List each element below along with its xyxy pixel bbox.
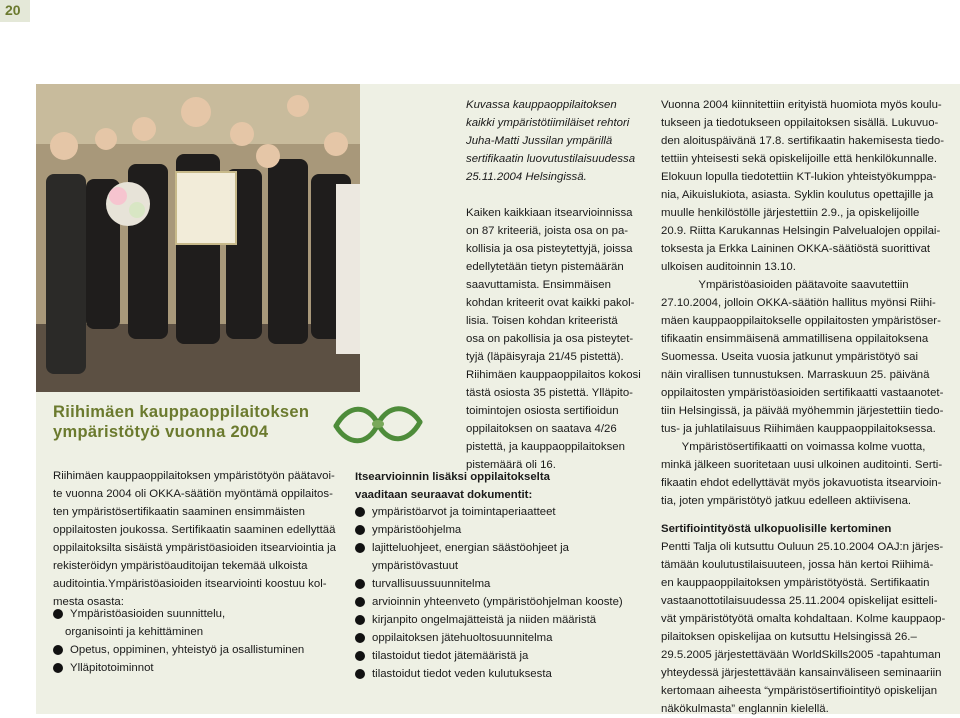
intro-paragraph bbox=[53, 467, 343, 611]
text-line: pistemäärä oli 16. bbox=[466, 459, 556, 471]
caption-line: 25.11.2004 Helsingissä. bbox=[466, 171, 587, 183]
environment-logo bbox=[330, 396, 426, 452]
text-line: ulkoisen auditoinnin 13.10. bbox=[661, 261, 796, 273]
bullet-icon bbox=[355, 669, 365, 679]
title-line-1: Riihimäen kauppaoppilaitoksen bbox=[53, 403, 310, 421]
text-line: Kaiken kaikkiaan itsearvioinnissa bbox=[466, 207, 633, 219]
text-line: mäen kauppaoppilaitokselle oppilaitosten ympäristöser- bbox=[661, 315, 941, 327]
list-item-text: ympäristöohjelma bbox=[372, 524, 462, 536]
group-photo-illustration bbox=[36, 84, 360, 392]
list-item-text: arvioinnin yhteenveto (ympäristöohjelman kooste) bbox=[372, 596, 623, 608]
bullet-icon bbox=[355, 597, 365, 607]
documents-list bbox=[355, 503, 623, 683]
text-line: 20.9. Riitta Karukannas Helsingin Palvelualojen oppilai- bbox=[661, 225, 941, 237]
text-line: tästä osiosta 35 pistettä. Ylläpito- bbox=[466, 387, 633, 399]
list-item-text: ympäristöarvot ja toimintaperiaatteet bbox=[372, 506, 556, 518]
text-line: pistettä, ja kauppaoppilaitoksen bbox=[466, 441, 625, 453]
text-line: näkökulmasta” englannin kielellä. bbox=[661, 703, 829, 715]
section-heading: Sertifiointityöstä ulkopuolisille kertominen bbox=[661, 523, 892, 535]
list-item-text: lajitteluohjeet, energian säästöohjeet ja bbox=[372, 542, 569, 554]
text-line: kohdan kriteerit ovat kaikki pakol- bbox=[466, 297, 635, 309]
text-line: tiin Helsingissä, ja päivää myöhemmin järjestettiin tiedo- bbox=[661, 405, 944, 417]
list-item-continuation: organisointi ja kehittäminen bbox=[65, 626, 204, 638]
text-line: tus- ja juhlatilaisuus Riihimäen kauppaoppilaitoksessa. bbox=[661, 423, 936, 435]
text-line: lisia. Toisen kohdan kriteeristä bbox=[466, 315, 618, 327]
text-line: kollisia ja osa pisteytettyjä, joissa bbox=[466, 243, 633, 255]
article-title bbox=[53, 402, 353, 442]
right-column bbox=[661, 96, 946, 718]
list-item bbox=[355, 539, 623, 557]
bullet-icon bbox=[355, 633, 365, 643]
text-line: ten ympäristösertifikaatin saaminen ensimmäisten bbox=[53, 506, 305, 518]
text-line: tia, joten ympäristötyö jatkuu edelleen aktiivisena. bbox=[661, 495, 912, 507]
caption-line: sertifikaatin luovutustilaisuudessa bbox=[466, 153, 636, 165]
photo-caption bbox=[466, 96, 646, 186]
text-line: Riihimäen kauppaoppilaitos kokosi bbox=[466, 369, 641, 381]
title-line-2: ympäristötyö vuonna 2004 bbox=[53, 423, 269, 441]
list-item bbox=[355, 503, 623, 521]
caption-line: kaikki ympäristötiimiläiset rehtori bbox=[466, 117, 630, 129]
bullet-icon bbox=[355, 615, 365, 625]
heading-line: vaaditaan seuraavat dokumentit: bbox=[355, 489, 533, 501]
text-line: Ympäristöasioiden päätavoite saavutettiin bbox=[698, 279, 909, 291]
list-item bbox=[355, 575, 623, 593]
text-line: edellytetään tietyn pistemäärän bbox=[466, 261, 624, 273]
list-item-text: tilastoidut tiedot jätemääristä ja bbox=[372, 650, 529, 662]
bullet-icon bbox=[53, 609, 63, 619]
text-line: Riihimäen kauppaoppilaitoksen ympäristötyön päätavoi- bbox=[53, 470, 335, 482]
bullet-icon bbox=[53, 645, 63, 655]
text-line: vastaanottotilaisuudessa 25.11.2004 opiskelijat esitteli- bbox=[661, 595, 938, 607]
list-item-text: Ympäristöasioiden suunnittelu, bbox=[70, 608, 226, 620]
heading-line: Itsearvioinnin lisäksi oppilaitokselta bbox=[355, 471, 550, 483]
list-item bbox=[53, 605, 304, 623]
text-line: Elokuun lopulla tiedotettiin KT-lukion yhteistyökumppa- bbox=[661, 171, 937, 183]
list-item bbox=[355, 521, 623, 539]
text-line: en kauppaoppilaitoksen ympäristötyöstä. Sertifikaatin bbox=[661, 577, 930, 589]
list-item-text: oppilaitoksen jätehuoltosuunnitelma bbox=[372, 632, 553, 644]
text-line: Suomessa. Useita vuosia jatkunut ympäristötyö sai bbox=[661, 351, 919, 363]
assessment-parts-list bbox=[53, 605, 304, 677]
text-line: saavuttamista. Ensimmäisen bbox=[466, 279, 611, 291]
group-photo bbox=[36, 84, 360, 392]
list-item-text: Opetus, oppiminen, yhteistyö ja osallistuminen bbox=[70, 644, 305, 656]
list-item bbox=[355, 629, 623, 647]
list-item bbox=[355, 611, 623, 629]
text-line: tettiin yhteisesti sekä opiskelijoille että henkilökunnalle. bbox=[661, 153, 938, 165]
text-line: Pentti Talja oli kutsuttu Ouluun 25.10.2004 OAJ:n järjes- bbox=[661, 541, 944, 553]
list-item-text: turvallisuussuunnitelma bbox=[372, 578, 491, 590]
list-item bbox=[355, 665, 623, 683]
list-item bbox=[355, 647, 623, 665]
caption-line: Juha-Matti Jussilan ympärillä bbox=[466, 135, 613, 147]
text-line: fikaatin ehdot edellyttävät myös jokavuotista itsearvioin- bbox=[661, 477, 942, 489]
list-item-text: kirjanpito ongelmajätteistä ja niiden määristä bbox=[372, 614, 597, 626]
text-line: den aloituspäivänä 17.8. sertifikaatin hakemisesta tiedo- bbox=[661, 135, 945, 147]
text-line: vät ympäristötyötä omalta kohdaltaan. Kolme kauppaop- bbox=[661, 613, 946, 625]
text-line: pilaitoksen opiskelijaa on kutsuttu Helsingissä 26.– bbox=[661, 631, 917, 643]
text-line: oppilaitoksilta sisäistä ympäristöasioiden itsearviointia ja bbox=[53, 542, 337, 554]
text-line: mesta osasta: bbox=[53, 596, 124, 608]
bullet-icon bbox=[355, 507, 365, 517]
text-line: osa on pakollisia ja osa pisteytet- bbox=[466, 333, 634, 345]
list-item bbox=[53, 659, 304, 677]
bullet-icon bbox=[53, 663, 63, 673]
text-line: tukseen ja tiedotukseen oppilaitoksen sisällä. Lukuvuo- bbox=[661, 117, 939, 129]
bullet-icon bbox=[355, 651, 365, 661]
text-line: kertomaan aiheesta “ympäristösertifiointityö opiskelijan bbox=[661, 685, 938, 697]
text-line: tyjä (läpäisyraja 21/45 pistettä). bbox=[466, 351, 624, 363]
bullet-icon bbox=[355, 543, 365, 553]
documents-heading bbox=[355, 468, 550, 504]
text-line: oppilaitosten joukossa. Sertifikaatin saaminen edellyttää bbox=[53, 524, 336, 536]
text-line: toksesta ja Erkka Laininen OKKA-säätiöstä suorittivat bbox=[661, 243, 931, 255]
text-line: 27.10.2004, jolloin OKKA-säätiön hallitus myönsi Riihi- bbox=[661, 297, 936, 309]
text-line: näin virallisen tunnustuksen. Marraskuun 25. päivänä bbox=[661, 369, 930, 381]
text-line: Vuonna 2004 kiinnitettiin erityistä huomiota myös koulu- bbox=[661, 99, 942, 111]
bullet-icon bbox=[355, 525, 365, 535]
text-line: te vuonna 2004 oli OKKA-säätiön myöntämä oppilaitos- bbox=[53, 488, 333, 500]
text-line: muulle henkilöstölle järjestettiin 2.9., ja opiskelijoille bbox=[661, 207, 920, 219]
text-line: Ympäristösertifikaatti on voimassa kolme vuotta, bbox=[681, 441, 926, 453]
text-line: on 87 kriteeriä, joista osa on pa- bbox=[466, 225, 629, 237]
page-number: 20 bbox=[5, 2, 21, 18]
list-item bbox=[53, 641, 304, 659]
text-line: tifikaatin ensimmäisenä ammatillisena oppilaitoksena bbox=[661, 333, 929, 345]
criteria-paragraph bbox=[466, 204, 651, 474]
caption-line: Kuvassa kauppaoppilaitoksen bbox=[466, 99, 617, 111]
list-item bbox=[355, 593, 623, 611]
text-line: 29.5.2005 järjestettävään WorldSkills2005 -tapahtuman bbox=[661, 649, 941, 661]
text-line: auditointia.Ympäristöasioiden itsearviointi koostuu kol- bbox=[53, 578, 327, 590]
text-line: toimintojen osiosta sertifioidun bbox=[466, 405, 619, 417]
text-line: yhteydessä järjestettävään kansainväliseen seminaariin bbox=[661, 667, 942, 679]
list-item-text: Ylläpitotoiminnot bbox=[70, 662, 154, 674]
text-line: oppilaitoksen on saatava 4/26 bbox=[466, 423, 617, 435]
text-line: oppilaitosten ympäristöasioiden sertifikaatti vastaanotet- bbox=[661, 387, 944, 399]
text-line: minkä jälkeen suoritetaan uusi ulkoinen auditointi. Serti- bbox=[661, 459, 943, 471]
text-line: nia, Aikuislukiota, asiasta. Syklin koulutus opettajille ja bbox=[661, 189, 934, 201]
list-item-text: tilastoidut tiedot veden kulutuksesta bbox=[372, 668, 552, 680]
text-line: rekisteröidyn ympäristöauditoijan tekemää ulkoista bbox=[53, 560, 308, 572]
bullet-icon bbox=[355, 579, 365, 589]
list-item-continuation: ympäristövastuut bbox=[372, 560, 459, 572]
text-line: tämään koulutustilaisuuteen, jossa hän kertoi Riihimä- bbox=[661, 559, 934, 571]
